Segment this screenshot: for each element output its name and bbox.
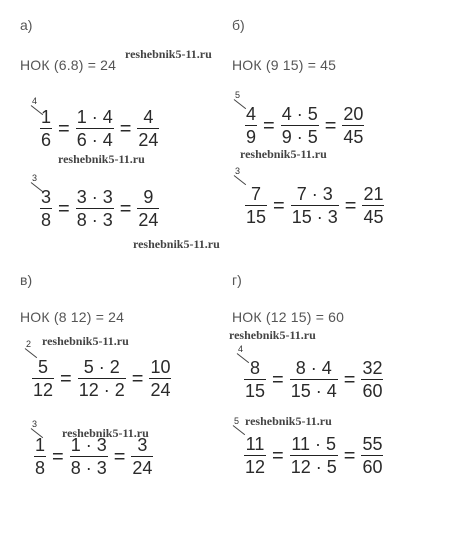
fraction: $\frac{1}{6}$ <box>41 107 52 150</box>
fraction: $\frac{21}{45}$ <box>363 184 384 227</box>
equals-sign: = <box>52 446 64 468</box>
watermark: reshebnik5-11.ru <box>58 152 145 166</box>
part-v-nok: НОК (8 12) = 24 <box>20 309 125 325</box>
fraction: $\frac{1 \cdot 3}{8 \cdot 3}$ <box>70 435 107 478</box>
equals-sign: = <box>119 198 132 220</box>
part-v-row2-multiplier: 3 <box>30 421 46 435</box>
fraction: $\frac{55}{60}$ <box>362 434 383 477</box>
fraction: $\frac{11}{12}$ <box>245 434 266 477</box>
part-a-label: а) <box>20 17 33 33</box>
equals-sign: = <box>272 445 284 467</box>
fraction: $\frac{4}{9}$ <box>246 104 257 147</box>
part-a-row2-equation <box>38 187 161 231</box>
equals-sign: = <box>131 368 144 390</box>
part-b-nok: НОК (9 15) = 45 <box>232 57 337 73</box>
fraction: $\frac{1}{8}$ <box>35 435 46 478</box>
part-b-label: б) <box>232 17 245 33</box>
equals-sign: = <box>58 118 70 140</box>
part-b-row2-multiplier: 3 <box>233 168 249 182</box>
part-v-row1-multiplier: 2 <box>24 341 40 355</box>
watermark: reshebnik5-11.ru <box>240 147 327 161</box>
fraction: $\frac{11 \cdot 5}{12 \cdot 5}$ <box>290 434 337 477</box>
equals-sign: = <box>324 115 337 137</box>
part-v-row1-equation <box>30 357 173 401</box>
equals-sign: = <box>273 195 285 217</box>
fraction: $\frac{3}{8}$ <box>41 187 52 230</box>
watermark: reshebnik5-11.ru <box>133 237 220 251</box>
fraction: $\frac{7}{15}$ <box>246 184 267 227</box>
part-b-row2-equation <box>243 184 386 228</box>
fraction: $\frac{3 \cdot 3}{8 \cdot 3}$ <box>76 187 113 230</box>
fraction: $\frac{7 \cdot 3}{15 \cdot 3}$ <box>291 184 338 227</box>
fraction: $\frac{3}{24}$ <box>132 435 153 478</box>
fraction: $\frac{5}{12}$ <box>33 357 54 400</box>
part-a-row1-equation <box>38 107 161 151</box>
fraction: $\frac{5 \cdot 2}{12 \cdot 2}$ <box>78 357 125 400</box>
watermark: reshebnik5-11.ru <box>125 47 212 61</box>
fraction: $\frac{8}{15}$ <box>245 358 266 401</box>
part-g-row1-equation <box>242 358 385 402</box>
equals-sign: = <box>343 445 356 467</box>
equals-sign: = <box>119 118 132 140</box>
part-g-row1-multiplier: 4 <box>236 346 252 360</box>
part-a-row2-multiplier: 3 <box>30 175 46 189</box>
part-a-row1-multiplier: 4 <box>30 98 46 112</box>
fraction: $\frac{32}{60}$ <box>362 358 383 401</box>
part-g-row2-equation <box>242 434 385 478</box>
equals-sign: = <box>263 115 275 137</box>
equals-sign: = <box>58 198 70 220</box>
fraction: $\frac{1 \cdot 4}{6 \cdot 4}$ <box>76 107 113 150</box>
fraction: $\frac{9}{24}$ <box>138 187 159 230</box>
fraction: $\frac{4}{24}$ <box>138 107 159 150</box>
part-a-nok: НОК (6.8) = 24 <box>20 57 117 73</box>
part-g-nok: НОК (12 15) = 60 <box>232 309 345 325</box>
part-b-row1-multiplier: 5 <box>233 92 249 106</box>
part-g-row2-multiplier: 5 <box>232 418 248 432</box>
part-v-row2-equation <box>32 435 155 479</box>
fraction: $\frac{8 \cdot 4}{15 \cdot 4}$ <box>290 358 337 401</box>
equals-sign: = <box>113 446 126 468</box>
watermark: reshebnik5-11.ru <box>245 414 332 428</box>
watermark: reshebnik5-11.ru <box>42 334 129 348</box>
fraction: $\frac{10}{24}$ <box>150 357 171 400</box>
fraction: $\frac{4 \cdot 5}{9 \cdot 5}$ <box>281 104 318 147</box>
equals-sign: = <box>344 195 357 217</box>
watermark: reshebnik5-11.ru <box>229 328 316 342</box>
fraction: $\frac{20}{45}$ <box>343 104 364 147</box>
equals-sign: = <box>343 369 356 391</box>
part-v-label: в) <box>20 272 33 288</box>
part-g-label: г) <box>232 272 242 288</box>
watermark: reshebnik5-11.ru <box>62 426 149 440</box>
equals-sign: = <box>272 369 284 391</box>
part-b-row1-equation <box>243 104 366 148</box>
equals-sign: = <box>60 368 72 390</box>
